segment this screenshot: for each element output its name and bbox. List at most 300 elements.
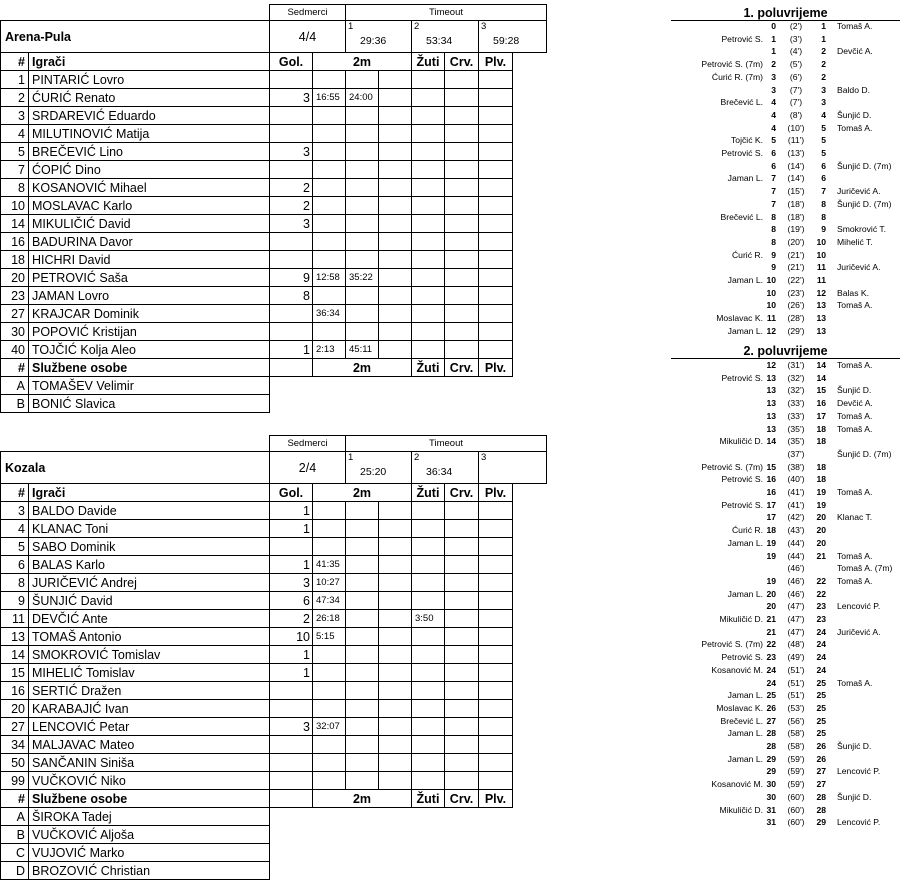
- home-score: 18: [766, 525, 776, 536]
- player-2min-3: [379, 574, 412, 592]
- player-2min-3: [379, 700, 412, 718]
- away-score: 18: [816, 436, 826, 447]
- player-row: [1, 520, 547, 538]
- col-yellow: Žuti: [412, 790, 445, 808]
- player-2min-1: 36:34: [313, 305, 346, 323]
- away-scorer: Tomaš A.: [837, 487, 873, 497]
- official-row: [1, 377, 547, 395]
- player-2min-1: [313, 71, 346, 89]
- player-2min-2: [346, 520, 379, 538]
- event-row: [671, 249, 900, 262]
- away-score: 6: [821, 173, 826, 184]
- col-red: Crv.: [445, 484, 479, 502]
- match-event-log: [671, 0, 900, 881]
- event-minute: (2'): [789, 21, 803, 31]
- event-minute: (59'): [787, 753, 805, 764]
- player-row: [1, 610, 547, 628]
- player-2min-3: [379, 71, 412, 89]
- home-score: 10: [766, 287, 776, 298]
- player-2min-2: [346, 718, 379, 736]
- event-minute: (46'): [787, 575, 805, 586]
- home-score: 4: [771, 122, 776, 133]
- event-row: [671, 71, 900, 84]
- event-row: [671, 109, 900, 122]
- player-goals: 3: [270, 718, 313, 736]
- player-2min-3: [379, 233, 412, 251]
- player-blue: [479, 179, 513, 197]
- event-minute: (7'): [789, 97, 803, 108]
- event-row: [671, 372, 900, 385]
- event-minute: (20'): [787, 236, 805, 247]
- away-score: 1: [821, 21, 826, 31]
- away-score: 13: [816, 313, 826, 324]
- official-name: VUČKOVIĆ Aljoša: [29, 826, 270, 844]
- event-row: [671, 58, 900, 71]
- player-name: MILUTINOVIĆ Matija: [29, 125, 270, 143]
- event-row: [671, 524, 900, 537]
- team-name: Arena-Pula: [1, 21, 270, 53]
- event-row: [671, 410, 900, 423]
- player-2min-1: 10:27: [313, 574, 346, 592]
- player-yellow: [412, 664, 445, 682]
- player-name: PINTARIĆ Lovro: [29, 71, 270, 89]
- player-2min-1: [313, 215, 346, 233]
- away-scorer: Tomaš A.: [837, 21, 873, 31]
- event-row: [671, 299, 900, 312]
- col-goals: Gol.: [270, 484, 313, 502]
- event-minute: (8'): [789, 109, 803, 120]
- home-score: 27: [766, 715, 776, 726]
- player-2min-3: [379, 772, 412, 790]
- player-yellow: [412, 772, 445, 790]
- home-score: 23: [766, 652, 776, 663]
- player-yellow: [412, 197, 445, 215]
- event-row: [671, 511, 900, 524]
- player-blue: [479, 89, 513, 107]
- home-score: 28: [766, 728, 776, 739]
- player-red: [445, 269, 479, 287]
- home-score: 21: [766, 614, 776, 624]
- home-score: 29: [766, 766, 776, 777]
- home-score: 20: [766, 588, 776, 599]
- team-table-arena-pula: [0, 4, 547, 413]
- player-2min-1: [313, 520, 346, 538]
- timeout-number: 1: [348, 452, 354, 463]
- player-2min-2: 24:00: [346, 89, 379, 107]
- player-row: [1, 682, 547, 700]
- col-number: #: [1, 359, 29, 377]
- home-score: 6: [771, 160, 776, 171]
- away-score: 24: [816, 664, 826, 675]
- col-red: Crv.: [445, 359, 479, 377]
- player-row: [1, 700, 547, 718]
- event-minute: (60'): [787, 817, 805, 828]
- event-minute: (18'): [787, 198, 805, 209]
- event-minute: (13'): [787, 148, 805, 158]
- event-row: [671, 537, 900, 550]
- column-header-row: [1, 484, 547, 502]
- player-row: [1, 538, 547, 556]
- away-score: 26: [816, 753, 826, 764]
- player-number: 99: [1, 772, 29, 790]
- player-2min-1: 41:35: [313, 556, 346, 574]
- player-2min-3: [379, 592, 412, 610]
- home-score: 11: [766, 313, 776, 324]
- event-row: [671, 448, 900, 461]
- player-number: 30: [1, 323, 29, 341]
- event-row: [671, 740, 900, 753]
- player-blue: [479, 718, 513, 736]
- player-row: [1, 592, 547, 610]
- player-2min-3: [379, 646, 412, 664]
- event-minute: (59'): [787, 779, 805, 790]
- away-scorer: Baldo D.: [837, 84, 870, 95]
- away-scorer: Šunjić D.: [837, 385, 872, 396]
- player-yellow: [412, 502, 445, 520]
- timeout-3: [479, 21, 547, 53]
- player-2min-2: [346, 71, 379, 89]
- event-row: [671, 122, 900, 135]
- col-blue: Plv.: [479, 53, 513, 71]
- home-score: 12: [766, 325, 776, 336]
- player-name: MIKULIČIĆ David: [29, 215, 270, 233]
- player-red: [445, 215, 479, 233]
- timeout-number: 2: [414, 21, 420, 32]
- event-minute: (58'): [787, 728, 805, 739]
- player-number: 14: [1, 215, 29, 233]
- player-blue: [479, 269, 513, 287]
- away-score: 10: [816, 236, 826, 247]
- official-name: TOMAŠEV Velimir: [29, 377, 270, 395]
- blank: [270, 844, 547, 862]
- player-2min-3: [379, 125, 412, 143]
- player-goals: 2: [270, 179, 313, 197]
- player-name: JAMAN Lovro: [29, 287, 270, 305]
- blank: [270, 395, 547, 413]
- col-2min: 2m: [313, 484, 412, 502]
- event-row: [671, 804, 900, 817]
- home-scorer: Jaman L.: [727, 690, 763, 701]
- player-2min-3: [379, 305, 412, 323]
- away-scorer: Smokrović T.: [837, 224, 887, 235]
- away-score: 14: [816, 360, 826, 370]
- event-minute: (4'): [789, 46, 803, 57]
- event-minute: (33'): [787, 410, 805, 421]
- player-row: [1, 287, 547, 305]
- sedmerci-label: Sedmerci: [270, 5, 346, 21]
- player-red: [445, 610, 479, 628]
- player-yellow: [412, 107, 445, 125]
- blank: [1, 5, 270, 21]
- player-yellow: [412, 251, 445, 269]
- official-name: BONIĆ Slavica: [29, 395, 270, 413]
- player-goals: 1: [270, 341, 313, 359]
- player-red: [445, 161, 479, 179]
- col-blue: Plv.: [479, 359, 513, 377]
- player-row: [1, 772, 547, 790]
- col-2min: 2m: [313, 790, 412, 808]
- second-half-heading: 2. poluvrijeme: [743, 344, 828, 358]
- away-scorer: Tomaš A.: [837, 300, 873, 311]
- player-2min-2: [346, 107, 379, 125]
- player-2min-2: [346, 610, 379, 628]
- player-red: [445, 179, 479, 197]
- team-table-kozala: [0, 435, 547, 880]
- player-goals: [270, 323, 313, 341]
- player-name: VUČKOVIĆ Niko: [29, 772, 270, 790]
- player-yellow: [412, 574, 445, 592]
- event-row: [671, 600, 900, 613]
- timeout-number: 3: [481, 21, 487, 32]
- player-2min-2: [346, 556, 379, 574]
- away-score: 2: [821, 71, 826, 82]
- home-scorer: Brečević L.: [720, 715, 763, 726]
- player-goals: [270, 71, 313, 89]
- timeout-2: [412, 21, 479, 53]
- event-minute: (60'): [787, 791, 805, 802]
- player-blue: [479, 646, 513, 664]
- player-goals: 1: [270, 646, 313, 664]
- col-2min: 2m: [313, 359, 412, 377]
- event-row: [671, 96, 900, 109]
- player-goals: 1: [270, 520, 313, 538]
- event-row: [671, 473, 900, 486]
- player-blue: [479, 341, 513, 359]
- player-blue: [479, 287, 513, 305]
- player-2min-2: [346, 323, 379, 341]
- player-blue: [479, 107, 513, 125]
- player-2min-2: [346, 502, 379, 520]
- event-minute: (40'): [787, 474, 805, 485]
- event-minute: (26'): [787, 300, 805, 311]
- event-minute: (32'): [787, 372, 805, 383]
- event-row: [671, 325, 900, 338]
- player-red: [445, 233, 479, 251]
- away-score: 20: [816, 512, 826, 523]
- away-scorer: Lencović P.: [837, 766, 881, 777]
- player-red: [445, 305, 479, 323]
- away-scorer: Šunjić D.: [837, 791, 872, 802]
- player-number: 4: [1, 520, 29, 538]
- player-red: [445, 592, 479, 610]
- home-score: 13: [766, 385, 776, 396]
- home-score: 9: [771, 262, 776, 273]
- player-blue: [479, 233, 513, 251]
- blank: [1, 436, 270, 452]
- player-name: MALJAVAC Mateo: [29, 736, 270, 754]
- player-yellow: [412, 700, 445, 718]
- away-scorer: Tomaš A.: [837, 122, 873, 133]
- home-score: 19: [766, 537, 776, 548]
- away-score: 29: [816, 817, 826, 828]
- player-2min-1: [313, 754, 346, 772]
- player-yellow: [412, 125, 445, 143]
- timeout-number: 2: [414, 452, 420, 463]
- player-name: SMOKROVIĆ Tomislav: [29, 646, 270, 664]
- player-2min-1: 12:58: [313, 269, 346, 287]
- player-2min-1: [313, 736, 346, 754]
- player-2min-1: [313, 538, 346, 556]
- player-row: [1, 305, 547, 323]
- col-blue: Plv.: [479, 484, 513, 502]
- event-row: [671, 651, 900, 664]
- player-yellow: [412, 520, 445, 538]
- player-red: [445, 646, 479, 664]
- home-score: 26: [766, 702, 776, 713]
- player-goals: [270, 305, 313, 323]
- player-name: TOMAŠ Antonio: [29, 628, 270, 646]
- player-name: BALDO Davide: [29, 502, 270, 520]
- home-score: 10: [766, 275, 776, 285]
- event-row: [671, 198, 900, 211]
- timeout-number: 3: [481, 452, 487, 463]
- col-2min: 2m: [313, 53, 412, 71]
- player-2min-2: [346, 215, 379, 233]
- player-name: ĆURIĆ Renato: [29, 89, 270, 107]
- player-2min-2: [346, 736, 379, 754]
- away-score: 3: [821, 84, 826, 95]
- player-2min-2: [346, 287, 379, 305]
- player-red: [445, 197, 479, 215]
- home-score: 15: [766, 461, 776, 472]
- away-score: 16: [816, 398, 826, 409]
- event-row: [671, 715, 900, 728]
- player-red: [445, 574, 479, 592]
- away-score: 25: [816, 702, 826, 713]
- player-number: 8: [1, 574, 29, 592]
- event-row: [671, 613, 900, 626]
- player-row: [1, 179, 547, 197]
- away-score: 17: [816, 410, 826, 421]
- event-minute: (10'): [787, 122, 805, 133]
- event-minute: (43'): [787, 525, 805, 536]
- player-goals: 1: [270, 502, 313, 520]
- home-score: 12: [766, 360, 776, 370]
- player-blue: [479, 610, 513, 628]
- player-row: [1, 323, 547, 341]
- event-minute: (51'): [787, 690, 805, 701]
- away-scorer: Tomaš A.: [837, 410, 873, 421]
- player-2min-2: [346, 197, 379, 215]
- home-scorer: Jaman L.: [727, 753, 763, 764]
- away-score: 24: [816, 639, 826, 650]
- player-2min-1: [313, 502, 346, 520]
- event-minute: (14'): [787, 173, 805, 184]
- player-red: [445, 700, 479, 718]
- sedmerci-value: 2/4: [270, 452, 346, 484]
- player-blue: [479, 556, 513, 574]
- away-scorer: Juričević A.: [837, 626, 881, 637]
- event-minute: (35'): [787, 436, 805, 447]
- event-minute: (18'): [787, 211, 805, 222]
- timeout-time: 25:20: [360, 466, 387, 478]
- event-minute: (5'): [789, 59, 803, 70]
- player-name: BALAS Karlo: [29, 556, 270, 574]
- home-scorer: Petrović S. (7m): [701, 461, 763, 472]
- player-goals: [270, 251, 313, 269]
- blank: [270, 826, 547, 844]
- player-blue: [479, 215, 513, 233]
- player-row: [1, 125, 547, 143]
- player-number: 50: [1, 754, 29, 772]
- timeout-time: 29:36: [360, 35, 387, 47]
- event-minute: (14'): [787, 160, 805, 171]
- event-minute: (32'): [787, 385, 805, 396]
- player-2min-1: [313, 682, 346, 700]
- away-score: 24: [816, 626, 826, 637]
- player-blue: [479, 323, 513, 341]
- event-row: [671, 435, 900, 448]
- player-row: [1, 664, 547, 682]
- player-2min-1: [313, 772, 346, 790]
- away-scorer: Devčić A.: [837, 398, 873, 409]
- player-yellow: [412, 305, 445, 323]
- blank: [270, 862, 547, 880]
- home-score: 4: [771, 97, 776, 108]
- away-score: 20: [816, 537, 826, 548]
- event-minute: (42'): [787, 512, 805, 523]
- event-row: [671, 753, 900, 766]
- player-2min-3: [379, 89, 412, 107]
- player-goals: [270, 754, 313, 772]
- col-players: Igrači: [29, 53, 270, 71]
- away-score: 25: [816, 715, 826, 726]
- team-name: Kozala: [1, 452, 270, 484]
- player-red: [445, 538, 479, 556]
- player-row: [1, 556, 547, 574]
- player-goals: 1: [270, 556, 313, 574]
- event-row: [671, 499, 900, 512]
- official-letter: C: [1, 844, 29, 862]
- event-row: [671, 778, 900, 791]
- timeout-time: 59:28: [493, 35, 520, 47]
- event-row: [671, 20, 900, 33]
- away-scorer: Devčić A.: [837, 46, 873, 57]
- official-letter: A: [1, 377, 29, 395]
- player-number: 20: [1, 700, 29, 718]
- away-score: 13: [816, 300, 826, 311]
- player-number: 14: [1, 646, 29, 664]
- away-score: 20: [816, 525, 826, 536]
- player-red: [445, 628, 479, 646]
- home-score: 24: [766, 664, 776, 675]
- player-name: KARABAJIĆ Ivan: [29, 700, 270, 718]
- player-red: [445, 125, 479, 143]
- event-row: [671, 312, 900, 325]
- away-score: 5: [821, 122, 826, 133]
- player-2min-3: [379, 143, 412, 161]
- player-goals: 3: [270, 143, 313, 161]
- event-minute: (28'): [787, 313, 805, 324]
- home-score: 30: [766, 779, 776, 790]
- player-2min-3: [379, 682, 412, 700]
- home-scorer: Petrović S.: [721, 499, 763, 510]
- player-blue: [479, 700, 513, 718]
- player-number: 13: [1, 628, 29, 646]
- event-row: [671, 791, 900, 804]
- column-header-row: [1, 53, 547, 71]
- player-2min-3: [379, 502, 412, 520]
- home-score: 16: [766, 487, 776, 497]
- home-score: 24: [766, 677, 776, 688]
- player-yellow: [412, 538, 445, 556]
- player-yellow: [412, 736, 445, 754]
- home-scorer: Mikuličić D.: [719, 804, 763, 815]
- home-scorer: Petrović S.: [721, 652, 763, 663]
- player-2min-2: [346, 646, 379, 664]
- home-score: 13: [766, 372, 776, 383]
- away-score: 12: [816, 287, 826, 298]
